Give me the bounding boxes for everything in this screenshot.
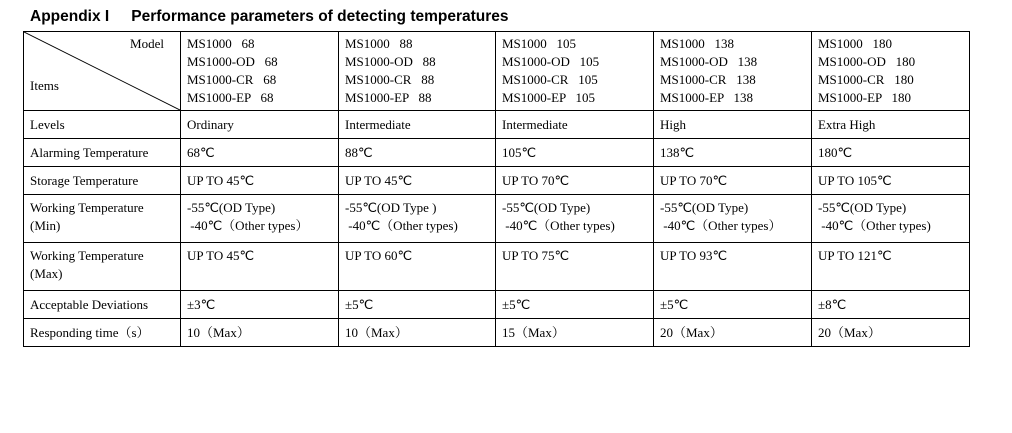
cell-line: ±3℃ <box>187 297 216 312</box>
cell-line: 15（Max） <box>502 325 565 340</box>
cell-line: 105℃ <box>502 145 537 160</box>
cell-line: UP TO 70℃ <box>502 173 570 188</box>
table-cell <box>496 111 654 139</box>
cell-line: 20（Max） <box>818 325 881 340</box>
cell-line: MS1000-CR 180 <box>818 72 914 87</box>
cell-line: -40℃（Other types） <box>187 218 309 233</box>
appendix-label: Appendix I <box>30 8 110 25</box>
table-row <box>24 139 970 167</box>
cell-line: UP TO 121℃ <box>818 248 892 263</box>
appendix-title <box>30 8 509 26</box>
cell-line: MS1000-OD 180 <box>818 54 916 69</box>
cell-line: 10（Max） <box>187 325 250 340</box>
cell-line: UP TO 60℃ <box>345 248 413 263</box>
cell-line: MS1000 180 <box>818 36 893 51</box>
cell-line: MS1000-EP 180 <box>818 90 912 105</box>
model-group-cell <box>812 32 970 111</box>
table-cell <box>339 291 496 319</box>
cell-line: Extra High <box>818 117 876 132</box>
table-cell <box>654 291 812 319</box>
cell-line: Acceptable Deviations <box>30 297 149 312</box>
table-row <box>24 319 970 347</box>
cell-line: -55℃(OD Type) <box>502 200 591 215</box>
table-cell <box>812 195 970 243</box>
cell-line: MS1000-CR 68 <box>187 72 277 87</box>
cell-line: MS1000-EP 68 <box>187 90 274 105</box>
cell-line: Alarming Temperature <box>30 145 149 160</box>
row-label-cell <box>24 243 181 291</box>
table-cell <box>496 195 654 243</box>
row-label-cell <box>24 195 181 243</box>
cell-line: UP TO 45℃ <box>187 173 255 188</box>
table-cell <box>496 139 654 167</box>
cell-line: MS1000 138 <box>660 36 735 51</box>
table-cell <box>181 195 339 243</box>
cell-line: ±5℃ <box>345 297 374 312</box>
cell-line: 88℃ <box>345 145 373 160</box>
cell-line: MS1000-EP 88 <box>345 90 432 105</box>
table-cell <box>339 195 496 243</box>
table-cell <box>181 167 339 195</box>
table-row <box>24 195 970 243</box>
table-cell <box>654 167 812 195</box>
cell-line: MS1000-CR 88 <box>345 72 435 87</box>
table-cell <box>654 319 812 347</box>
cell-line: MS1000 68 <box>187 36 255 51</box>
appendix-heading: Performance parameters of detecting temperatures <box>131 8 509 25</box>
cell-line: -55℃(OD Type ) <box>345 200 437 215</box>
performance-table <box>23 31 970 347</box>
cell-line: Levels <box>30 117 65 132</box>
table-cell <box>812 167 970 195</box>
table-cell <box>654 139 812 167</box>
cell-line: MS1000-OD 88 <box>345 54 436 69</box>
table-cell <box>181 139 339 167</box>
table-row <box>24 243 970 291</box>
cell-line: -40℃（Other types） <box>660 218 782 233</box>
model-group-cell <box>339 32 496 111</box>
cell-line: Ordinary <box>187 117 234 132</box>
cell-line: MS1000-CR 105 <box>502 72 598 87</box>
cell-line: 138℃ <box>660 145 695 160</box>
table-cell <box>181 111 339 139</box>
cell-line: Working Temperature <box>30 248 144 263</box>
cell-line: -55℃(OD Type) <box>187 200 276 215</box>
cell-line: UP TO 75℃ <box>502 248 570 263</box>
cell-line: Intermediate <box>345 117 411 132</box>
table-cell <box>812 291 970 319</box>
cell-line: UP TO 70℃ <box>660 173 728 188</box>
cell-line: 68℃ <box>187 145 215 160</box>
model-group-cell <box>654 32 812 111</box>
cell-line: -40℃（Other types) <box>502 218 615 233</box>
cell-line: UP TO 45℃ <box>345 173 413 188</box>
items-label: Items <box>30 78 59 93</box>
cell-line: MS1000-OD 68 <box>187 54 278 69</box>
cell-line: (Max) <box>30 266 63 281</box>
cell-line: MS1000-OD 105 <box>502 54 600 69</box>
table-cell <box>181 243 339 291</box>
cell-line: MS1000-CR 138 <box>660 72 756 87</box>
cell-line: -40℃（Other types) <box>818 218 931 233</box>
cell-line: ±5℃ <box>660 297 689 312</box>
table-cell <box>339 111 496 139</box>
cell-line: Responding time（s） <box>30 325 150 340</box>
table-row <box>24 111 970 139</box>
cell-line: UP TO 93℃ <box>660 248 728 263</box>
cell-line: -55℃(OD Type) <box>660 200 749 215</box>
table-cell <box>181 319 339 347</box>
table-cell <box>812 139 970 167</box>
cell-line: ±8℃ <box>818 297 847 312</box>
row-label-cell <box>24 291 181 319</box>
table-cell <box>339 139 496 167</box>
cell-line: MS1000 105 <box>502 36 577 51</box>
table-cell <box>339 319 496 347</box>
cell-line: Intermediate <box>502 117 568 132</box>
table-cell <box>496 167 654 195</box>
table-cell <box>654 195 812 243</box>
header-corner-cell <box>24 32 181 111</box>
table-cell <box>812 111 970 139</box>
table-row <box>24 291 970 319</box>
row-label-cell <box>24 319 181 347</box>
model-label: Model <box>130 36 164 51</box>
header-row <box>24 32 970 111</box>
model-group-cell <box>181 32 339 111</box>
table-cell <box>812 319 970 347</box>
table-cell <box>654 111 812 139</box>
table-cell <box>339 167 496 195</box>
cell-line: UP TO 105℃ <box>818 173 892 188</box>
cell-line: Storage Temperature <box>30 173 139 188</box>
table-cell <box>496 291 654 319</box>
row-label-cell <box>24 139 181 167</box>
row-label-cell <box>24 111 181 139</box>
cell-line: 20（Max） <box>660 325 723 340</box>
cell-line: MS1000 88 <box>345 36 413 51</box>
table-cell <box>339 243 496 291</box>
table-row <box>24 167 970 195</box>
cell-line: 10（Max） <box>345 325 408 340</box>
table-cell <box>181 291 339 319</box>
table-cell <box>812 243 970 291</box>
cell-line: -40℃（Other types) <box>345 218 458 233</box>
cell-line: MS1000-EP 138 <box>660 90 754 105</box>
cell-line: 180℃ <box>818 145 853 160</box>
row-label-cell <box>24 167 181 195</box>
table-cell <box>496 319 654 347</box>
cell-line: High <box>660 117 686 132</box>
cell-line: -55℃(OD Type) <box>818 200 907 215</box>
cell-line: Working Temperature <box>30 200 144 215</box>
cell-line: MS1000-EP 105 <box>502 90 596 105</box>
cell-line: ±5℃ <box>502 297 531 312</box>
table-cell <box>496 243 654 291</box>
cell-line: UP TO 45℃ <box>187 248 255 263</box>
cell-line: MS1000-OD 138 <box>660 54 758 69</box>
cell-line: (Min) <box>30 218 61 233</box>
model-group-cell <box>496 32 654 111</box>
table-cell <box>654 243 812 291</box>
